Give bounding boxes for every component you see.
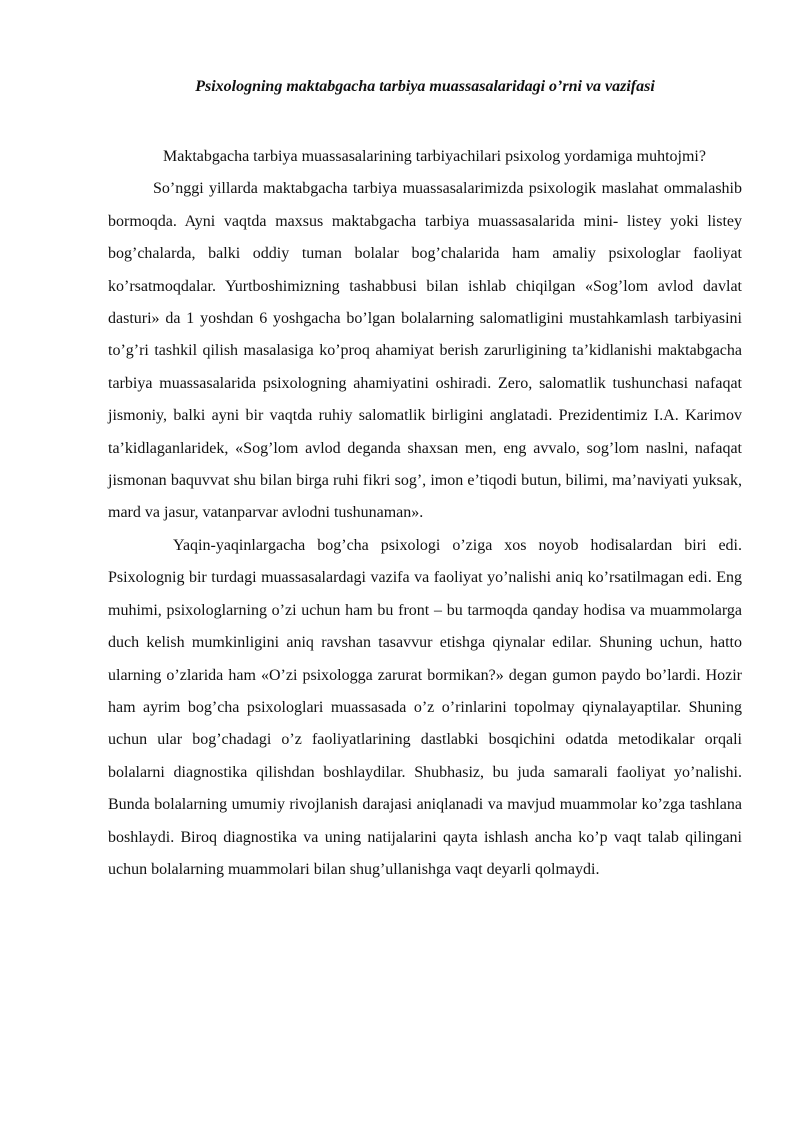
paragraph-kindergarten-psychologist: Yaqin-yaqinlargacha bog’cha psixologi o’ziga xos noyob hodisalardan biri edi. Psixolognig bir turdagi muassasalardagi vazifa va faoliyat yo’nalishi aniq ko’rsatilmagan edi. Eng muhimi, psixologlarning o’zi uchun ham bu front – bu tarmoqda qanday hodisa va muammolarga duch kelish mumkinligini aniq ravshan tasavvur etishga qiynalar edilar. Shuning uchun, hatto ularning o’zlarida ham «O’zi psixologga zarurat bormikan?» degan gumon paydo bo’lardi. Hozir ham ayrim bog’cha psixologlari muassasada o’z o’rinlarini topolmay qiynalayaptilar. Shuning uchun ular bog’chadagi o’z faoliyatlarining dastlabki bosqichini odatda metodikalar orqali bolalarni diagnostika qilishdan boshlaydilar. Shubhasiz, bu juda samarali faoliyat yo’nalishi. Bunda bolalarning umumiy rivojlanish darajasi aniqlanadi va mavjud muammolar ko’zga tashlana boshlaydi. Biroq diagnostika va uning natijalarini qayta ishlash ancha ko’p vaqt talab qilingani uchun bolalarning muammolari bilan shug’ullanishga vaqt deyarli qolmaydi.	[108, 536, 742, 878]
paragraph-question: Maktabgacha tarbiya muassasalarining tarbiyachilari psixolog yordamiga muhtojmi?	[163, 148, 706, 165]
document-body	[108, 141, 742, 886]
document-title: Psixologning maktabgacha tarbiya muassasalaridagi o’rni va vazifasi	[195, 78, 655, 95]
paragraph-psychological-counseling: So’nggi yillarda maktabgacha tarbiya muassasalarimizda psixologik maslahat ommalashib bormoqda. Ayni vaqtda maxsus maktabgacha tarbiya muassasalarida mini- listey yoki listey bog’chalarda, balki oddiy tuman bolalar bog’chalarida ham amaliy psixologlar faoliyat ko’rsatmoqdalar. Yurtboshimizning tashabbusi bilan ishlab chiqilgan «Sog’lom avlod davlat dasturi» da 1 yoshdan 6 yoshgacha bo’lgan bolalarning salomatligini mustahkamlash tarbiyasini to’g’ri tashkil qilish masalasiga ko’proq ahamiyat berish zarurligining ta’kidlanishi maktabgacha tarbiya muassasalarida psixologning ahamiyatini oshiradi. Zero, salomatlik tushunchasi nafaqat jismoniy, balki ayni bir vaqtda ruhiy salomatlik birligini anglatadi. Prezidentimiz I.A. Karimov ta’kidlaganlaridek, «Sog’lom avlod deganda shaxsan men, eng avvalo, sog’lom naslni, nafaqat jismonan baquvvat shu bilan birga ruhi fikri sog’, imon e’tiqodi butun, bilimi, ma’naviyati yuksak, mard va jasur, vatanparvar avlodni tushunaman».	[108, 180, 742, 522]
